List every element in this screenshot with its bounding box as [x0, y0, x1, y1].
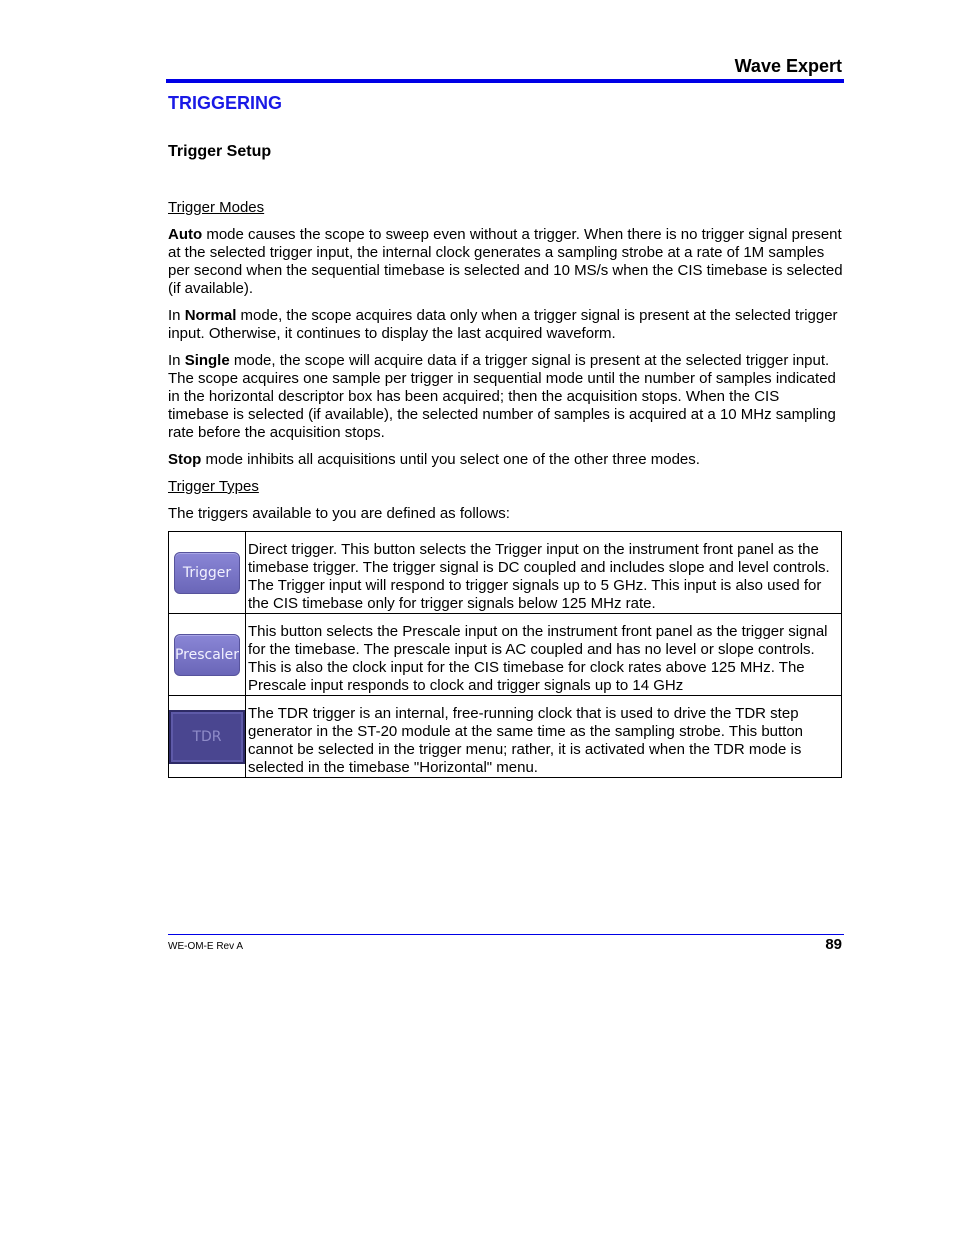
stop-mode-paragraph [168, 451, 844, 469]
page-number: 89 [825, 936, 842, 953]
table-row [169, 696, 842, 778]
normal-text: mode, the scope acquires data only when a trigger signal is present at the selected trigger input. Otherwise, it continues to display the last acquired waveform. [168, 307, 838, 342]
footer-rule [168, 934, 844, 935]
trigger-modes-heading: Trigger Modes [168, 199, 265, 216]
single-term: Single [184, 352, 230, 369]
table-row [169, 532, 842, 614]
header-title: Wave Expert [734, 56, 842, 76]
trigger-types-intro: The triggers available to you are defined as follows: [168, 505, 510, 522]
prescaler-button[interactable]: Prescaler [174, 634, 240, 676]
description-cell: This button selects the Prescale input on the instrument front panel as the trigger signal for the timebase. The prescale input is AC coupled and has no level or slope controls. This is also the clock input for the CIS timebase for clock rates above 125 MHz. The Prescale input responds to clock and trigger signals up to 14 GHz [246, 614, 842, 696]
normal-mode-paragraph [168, 307, 844, 343]
description-cell: The TDR trigger is an internal, free-running clock that is used to drive the TDR step generator in the ST-20 module at the same time as the sampling strobe. This button cannot be selected in the trigger menu; rather, it is activated when the TDR mode is selected in the timebase "Horizontal" menu. [246, 696, 842, 778]
main-content [168, 199, 844, 778]
trigger-types-table [168, 531, 842, 778]
auto-mode-paragraph [168, 226, 844, 298]
single-text: mode, the scope will acquire data if a trigger signal is present at the selected trigger input. The scope acquires one sample per trigger in sequential mode until the number of samples indicated in the horizontal descriptor box has been acquired; then the acquisition stops. When the CIS timebase is selected (if available), the selected number of samples is acquired at a 10 MHz sampling rate before the acquisition stops. [168, 352, 836, 441]
button-cell [169, 696, 246, 778]
stop-term: Stop [168, 451, 202, 468]
button-cell [169, 614, 246, 696]
subsection-title: Trigger Setup [168, 143, 272, 160]
normal-prefix: In [168, 307, 185, 324]
normal-term: Normal [184, 307, 237, 324]
button-cell [169, 532, 246, 614]
tdr-button: TDR [169, 710, 245, 764]
trigger-button[interactable]: Trigger [174, 552, 240, 594]
single-prefix: In [168, 352, 185, 369]
description-cell: Direct trigger. This button selects the Trigger input on the instrument front panel as the timebase trigger. The trigger signal is DC coupled and includes slope and level controls. The Trigger input will respond to trigger signals up to 5 GHz. This input is also used for the CIS timebase only for trigger signals below 125 MHz rate. [246, 532, 842, 614]
header-rule [166, 79, 844, 83]
auto-term: Auto [168, 226, 203, 243]
single-mode-paragraph [168, 352, 844, 442]
trigger-types-heading: Trigger Types [168, 478, 259, 495]
section-title: TRIGGERING [168, 93, 283, 113]
stop-text: mode inhibits all acquisitions until you select one of the other three modes. [201, 451, 700, 468]
footer-doc-id: WE-OM-E Rev A [168, 941, 244, 952]
table-row [169, 614, 842, 696]
auto-text: mode causes the scope to sweep even without a trigger. When there is no trigger signal present at the selected trigger input, the internal clock generates a sampling strobe at a rate of 1M samples per second when the sequential timebase is selected and 10 MS/s when the CIS timebase is selected (if available). [168, 226, 843, 297]
